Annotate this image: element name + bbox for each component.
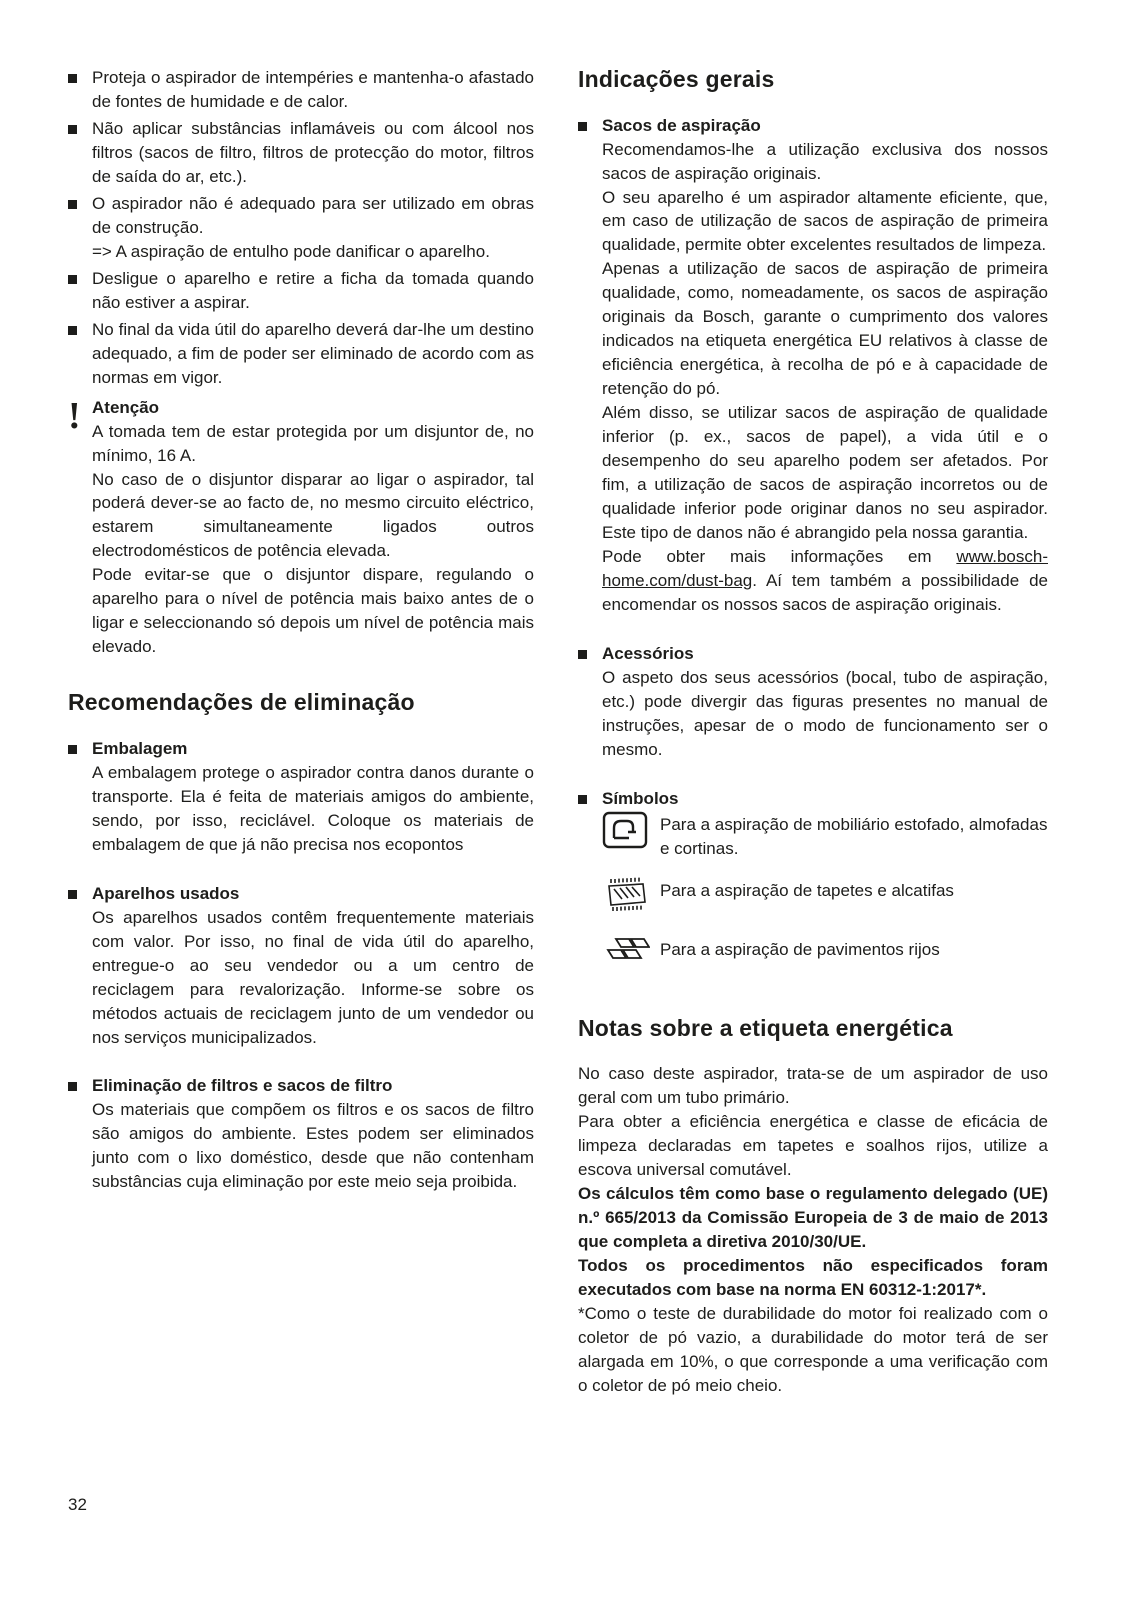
bullet-text: No final da vida útil do aparelho deverá dar-lhe um destino adequado, a fim de poder ser eliminado de acordo com as normas em vigor.	[92, 319, 534, 387]
paragraph: Para obter a eficiência energética e classe de eficácia de limpeza declaradas em tapetes e soalhos rijos, utilize a escova universal comutável.	[578, 1112, 1048, 1180]
section-title: Símbolos	[602, 788, 679, 808]
bullet-text	[92, 192, 534, 264]
bullet-square-icon	[68, 318, 92, 390]
section-filter-disposal	[68, 1074, 534, 1194]
section-symbols	[578, 787, 1048, 973]
footnote: *Como o teste de durabilidade do motor foi realizado com o coletor de pó vazio, a durabilidade do motor terá de ser alargada em 10%, o que corresponde a uma verificação com o coletor de pó meio cheio.	[578, 1303, 1048, 1395]
section-title: Eliminação de filtros e sacos de filtro	[92, 1076, 393, 1096]
dust-bag-link[interactable]: www.bosch-home.com/dust-bag	[602, 547, 1048, 590]
bullet-square-icon	[68, 267, 92, 315]
section-dust-bags	[578, 114, 1048, 617]
bullet-square-icon	[68, 737, 92, 761]
section-title: Aparelhos usados	[92, 883, 240, 903]
symbol-row	[578, 936, 1048, 973]
section-body: O aspeto dos seus acessórios (bocal, tubo de aspiração, etc.) pode divergir das figuras presentes no manual de instruções, apesar de o modo de funcionamento ser o mesmo.	[602, 667, 1048, 759]
bullet-square-icon	[68, 117, 92, 189]
upholstery-nozzle-icon	[602, 811, 660, 856]
section-packaging	[68, 737, 534, 857]
symbol-text: Para a aspiração de mobiliário estofado, almofadas e cortinas.	[660, 814, 1048, 858]
section-title: Embalagem	[92, 738, 188, 758]
general-heading: Indicações gerais	[578, 66, 775, 92]
left-column	[68, 66, 534, 1398]
section-used-appliances	[68, 882, 534, 1050]
list-item	[68, 318, 534, 390]
paragraph: O seu aparelho é um aspirador altamente eficiente, que, em caso de utilização de sacos de aspiração de primeira qualidade, permite obter excelentes resultados de limpeza.	[602, 187, 1048, 255]
energy-label-section	[578, 1015, 1048, 1398]
paragraph: Apenas a utilização de sacos de aspiração de primeira qualidade, como, nomeadamente, os sacos de aspiração originais da Bosch, garante o cumprimento dos valores indicados na etiqueta energética EU relativos à classe de eficiência energética, à recolha de pó e à capacidade de retenção do pó.	[602, 259, 1048, 399]
bullet-note: => A aspiração de entulho pode danificar o aparelho.	[92, 241, 490, 261]
symbol-text: Para a aspiração de pavimentos rijos	[660, 939, 940, 959]
list-item	[68, 267, 534, 315]
attention-body	[92, 396, 534, 660]
paragraph: Pode evitar-se que o disjuntor dispare, regulando o aparelho para o nível de potência mais baixo antes de o ligar e seleccionando só depois um nível de potência mais elevado.	[92, 565, 534, 657]
right-column	[578, 66, 1048, 1398]
attention-block	[68, 396, 534, 660]
bullet-square-icon	[68, 192, 92, 264]
exclamation-icon: !	[68, 394, 81, 437]
list-item	[68, 117, 534, 189]
hard-floor-icon	[602, 936, 660, 973]
bullet-square-icon	[578, 787, 602, 811]
bullet-main-text: O aspirador não é adequado para ser utilizado em obras de construção.	[92, 193, 534, 237]
paragraph: No caso deste aspirador, trata-se de um aspirador de uso geral com um tubo primário.	[578, 1064, 1048, 1108]
paragraph: Recomendamos-lhe a utilização exclusiva dos nossos sacos de aspiração originais.	[602, 139, 1048, 183]
bullet-square-icon	[68, 1074, 92, 1098]
paragraph: A tomada tem de estar protegida por um disjuntor de, no mínimo, 16 A.	[92, 421, 534, 465]
list-item	[68, 66, 534, 114]
bullet-text: Desligue o aparelho e retire a ficha da tomada quando não estiver a aspirar.	[92, 268, 534, 312]
bullet-square-icon	[68, 882, 92, 906]
bullet-text: Proteja o aspirador de intempéries e mantenha-o afastado de fontes de humidade e de calor.	[92, 68, 534, 111]
section-body: Os aparelhos usados contêm frequentemente materiais com valor. Por isso, no final de vida útil do aparelho, entregue-o ao seu vendedor ou a um centro de reciclagem para revalorização. Informe-se sobre os métodos actuais de reciclagem junto de um vendedor ou nos serviços municipalizados.	[92, 907, 534, 1047]
norm-paragraph: Todos os procedimentos não especificados foram executados com base na norma EN 60312-1:2017*.	[578, 1255, 1048, 1299]
disposal-heading: Recomendações de eliminação	[68, 689, 415, 716]
list-item	[68, 192, 534, 264]
link-post-text: . Aí tem também a possibilidade de encomendar os nossos sacos de aspiração originais.	[602, 571, 1048, 614]
bullet-square-icon	[578, 642, 602, 666]
safety-bullet-list	[68, 66, 534, 390]
symbol-row	[578, 811, 1048, 861]
section-title: Sacos de aspiração	[602, 115, 761, 135]
section-body	[578, 138, 1048, 617]
section-body: Os materiais que compõem os filtros e os sacos de filtro são amigos do ambiente. Estes podem ser eliminados junto com o lixo doméstico, desde que não contenham substâncias cuja eliminação por este meio seja proibida.	[92, 1100, 534, 1192]
section-body: A embalagem protege o aspirador contra danos durante o transporte. Ela é feita de materiais amigos do ambiente, sendo, por isso, reciclável. Coloque os materiais de embalagem de que já não precisa nos ecopontos	[92, 762, 534, 854]
energy-heading: Notas sobre a etiqueta energética	[578, 1014, 953, 1041]
section-title: Acessórios	[602, 643, 694, 663]
section-accessories	[578, 642, 1048, 762]
page-number: 32	[68, 1495, 87, 1514]
bullet-text: Não aplicar substâncias inflamáveis ou com álcool nos filtros (sacos de filtro, filtros de protecção do motor, filtros de saída do ar, etc.).	[92, 118, 534, 186]
attention-title: Atenção	[92, 397, 160, 417]
paragraph-with-link	[602, 545, 1048, 617]
regulation-paragraph: Os cálculos têm como base o regulamento delegado (UE) n.º 665/2013 da Comissão Europeia de 3 de maio de 2013 que completa a diretiva 2010/30/UE.	[578, 1184, 1048, 1251]
symbol-row	[578, 877, 1048, 920]
paragraph: Além disso, se utilizar sacos de aspiração de qualidade inferior (p. ex., sacos de papel), a vida útil e o desempenho do seu aparelho podem ser afetados. Por fim, a utilização de sacos de aspiração incorretos ou de qualidade inferior pode originar danos no seu aspirador. Este tipo de danos não é abrangido pela nossa garantia.	[602, 403, 1048, 543]
symbol-text: Para a aspiração de tapetes e alcatifas	[660, 880, 954, 900]
link-pre-text: Pode obter mais informações em	[602, 547, 957, 567]
bullet-square-icon	[68, 66, 92, 114]
paragraph: No caso de o disjuntor disparar ao ligar o aspirador, tal poderá dever-se ao facto de, no mesmo circuito eléctrico, estarem simultaneamente ligados outros electrodomésticos de potência elevada.	[92, 469, 534, 561]
carpet-icon	[602, 877, 660, 920]
bullet-square-icon	[578, 114, 602, 138]
